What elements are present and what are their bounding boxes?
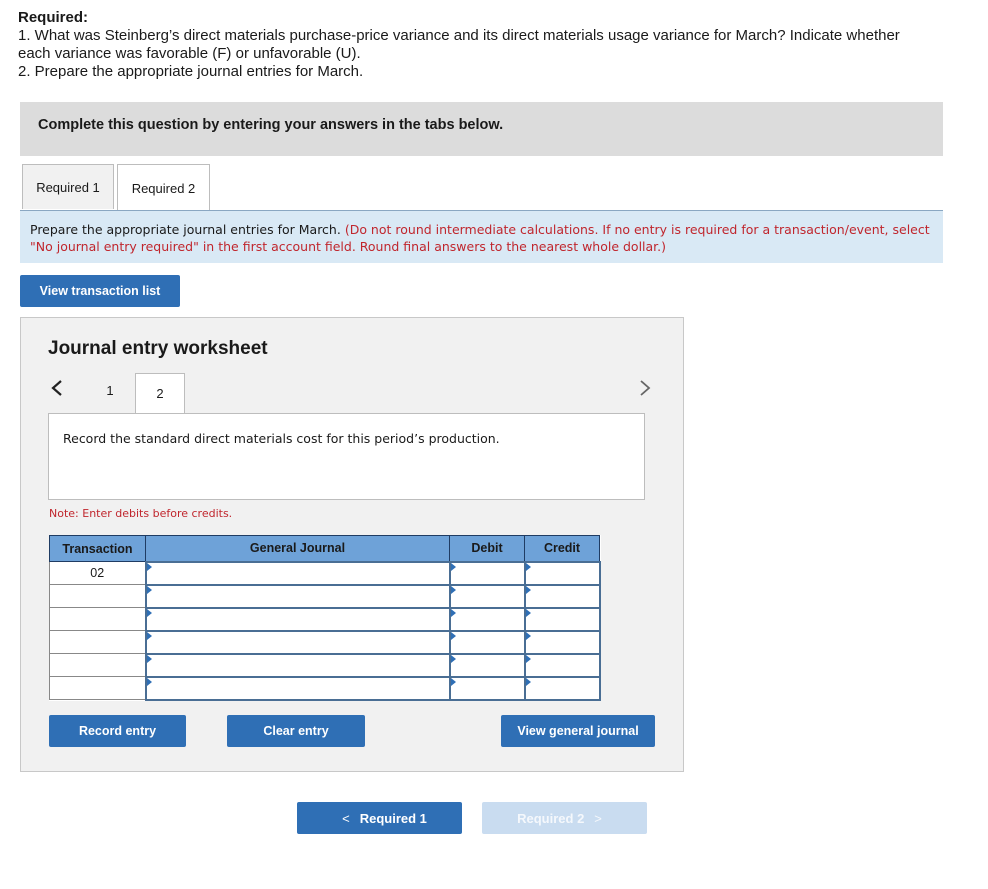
entry-description: Record the standard direct materials cost for this period’s production.: [63, 431, 500, 446]
account-input[interactable]: [146, 631, 450, 654]
chevron-right-icon[interactable]: [638, 378, 652, 404]
col-transaction: Transaction: [50, 536, 146, 562]
chevron-left-icon: <: [342, 810, 350, 826]
instructions-banner: [20, 102, 943, 156]
debit-input[interactable]: [450, 677, 525, 700]
chevron-right-icon: >: [594, 810, 602, 826]
prev-required-label: Required 1: [359, 810, 427, 826]
record-entry-button[interactable]: Record entry: [49, 715, 186, 747]
debit-input[interactable]: [450, 608, 525, 631]
view-transaction-list-button[interactable]: View transaction list: [20, 275, 180, 307]
tab-required-1[interactable]: Required 1: [22, 164, 114, 209]
worksheet-page-1[interactable]: 1: [106, 382, 114, 398]
credit-input[interactable]: [525, 585, 600, 608]
table-row: [50, 677, 600, 700]
chevron-left-icon[interactable]: [50, 378, 64, 404]
required-item-1-cont: each variance was favorable (F) or unfavorable (U).: [18, 45, 361, 62]
transaction-cell: [50, 608, 146, 631]
credit-input[interactable]: [525, 677, 600, 700]
transaction-cell: [50, 677, 146, 700]
transaction-cell: [50, 585, 146, 608]
col-credit: Credit: [525, 536, 600, 562]
journal-table: [49, 535, 601, 701]
account-input[interactable]: [146, 562, 450, 585]
transaction-cell: [50, 631, 146, 654]
transaction-cell: [50, 654, 146, 677]
instructions-note: (Do not round intermediate calculations. If no entry is required for a transaction/event, select "No journal entry required" in the first account field. Round final answers to the nearest whole dollar.): [30, 222, 930, 254]
account-input[interactable]: [146, 608, 450, 631]
credit-input[interactable]: [525, 654, 600, 677]
credit-input[interactable]: [525, 631, 600, 654]
credit-input[interactable]: [525, 562, 600, 585]
account-input[interactable]: [146, 585, 450, 608]
instructions-main: Prepare the appropriate journal entries for March.: [30, 222, 341, 237]
entry-description-box: [48, 413, 645, 500]
transaction-cell: 02: [50, 562, 146, 585]
next-required-label: Required 2: [517, 810, 585, 826]
next-required-button[interactable]: [482, 802, 647, 834]
table-row: [50, 654, 600, 677]
tab-instructions: [20, 211, 943, 263]
required-item-1: 1. What was Steinberg’s direct materials purchase-price variance and its direct materials usage variance for March? Indicate whether: [18, 27, 900, 44]
col-general-journal: General Journal: [146, 536, 450, 562]
required-heading: Required:: [18, 9, 89, 26]
prev-required-button[interactable]: [297, 802, 462, 834]
required-item-2: 2. Prepare the appropriate journal entries for March.: [18, 63, 364, 80]
worksheet-page-2[interactable]: 2: [135, 373, 185, 413]
debit-input[interactable]: [450, 562, 525, 585]
table-row: [50, 585, 600, 608]
table-row: [50, 631, 600, 654]
debit-input[interactable]: [450, 585, 525, 608]
account-input[interactable]: [146, 677, 450, 700]
col-debit: Debit: [450, 536, 525, 562]
tab-required-2[interactable]: Required 2: [117, 164, 210, 211]
clear-entry-button[interactable]: Clear entry: [227, 715, 365, 747]
banner-text: Complete this question by entering your answers in the tabs below.: [38, 117, 504, 133]
table-row: [50, 608, 600, 631]
credit-input[interactable]: [525, 608, 600, 631]
worksheet-title: Journal entry worksheet: [48, 338, 268, 359]
table-row: [50, 562, 600, 585]
debit-input[interactable]: [450, 631, 525, 654]
debit-input[interactable]: [450, 654, 525, 677]
view-general-journal-button[interactable]: View general journal: [501, 715, 655, 747]
account-input[interactable]: [146, 654, 450, 677]
debits-note: Note: Enter debits before credits.: [49, 507, 233, 520]
